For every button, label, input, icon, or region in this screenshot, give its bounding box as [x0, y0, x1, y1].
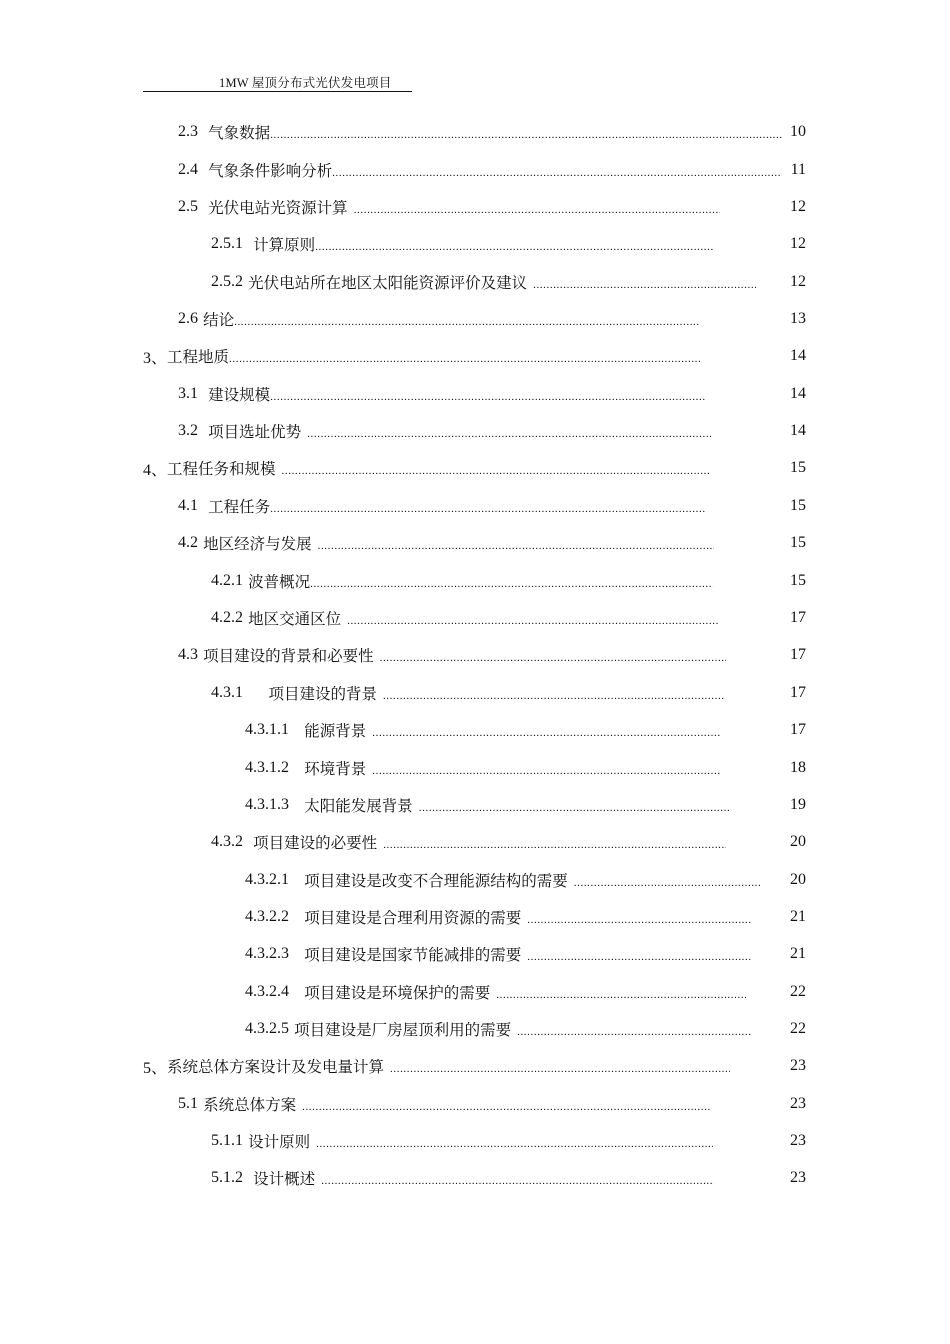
toc-entry-gap	[289, 983, 304, 1002]
toc-entry[interactable]	[211, 1129, 713, 1153]
toc-entry[interactable]	[245, 718, 721, 742]
toc-leader-dots	[527, 942, 752, 966]
toc-entry-number: 4.3.1	[211, 684, 243, 701]
toc-entry-title: 项目建设是环境保护的需要	[304, 984, 491, 1002]
toc-entry-page: 17	[790, 721, 806, 738]
toc-entry-page: 21	[790, 908, 806, 925]
toc-entry-page: 17	[790, 684, 806, 701]
toc-entry[interactable]	[211, 830, 726, 854]
toc-entry[interactable]	[178, 531, 714, 555]
toc-leader-dots	[372, 756, 721, 780]
toc-entry-number: 4.3	[178, 646, 198, 663]
toc-entry-page: 15	[790, 497, 806, 514]
toc-entry-title: 设计概述	[253, 1170, 316, 1188]
toc-entry-title: 环境背景	[304, 760, 367, 778]
toc-entry-number: 3.2	[178, 422, 198, 439]
toc-entry-title: 设计原则	[248, 1133, 311, 1151]
toc-entry-page: 17	[790, 609, 806, 626]
toc-entry-title: 波普概况	[248, 573, 311, 591]
toc-entry[interactable]	[211, 606, 719, 630]
toc-entry-page: 23	[790, 1169, 806, 1186]
toc-leader-dots	[315, 232, 714, 256]
toc-leader-dots	[321, 1166, 714, 1190]
toc-entry-title: 项目建设的背景	[268, 685, 377, 703]
toc-entry-number: 2.5	[178, 198, 198, 215]
toc-entry-gap	[198, 198, 208, 217]
toc-entry-number: 4.2.2	[211, 609, 243, 626]
toc-entry-gap	[198, 385, 208, 404]
toc-entry-number: 2.5.1	[211, 235, 243, 252]
toc-leader-dots	[318, 531, 714, 555]
toc-entry[interactable]	[211, 1166, 714, 1190]
toc-leader-dots	[234, 307, 700, 331]
toc-entry-gap	[289, 721, 304, 740]
toc-entry-number: 4.2	[178, 534, 198, 551]
toc-leader-dots	[302, 1092, 711, 1116]
toc-entry-number: 4.3.2.4	[245, 983, 289, 1000]
toc-entry-number: 4.3.1.3	[245, 796, 289, 813]
toc-entry[interactable]	[178, 419, 712, 443]
toc-leader-dots	[354, 195, 720, 219]
toc-entry-page: 11	[790, 161, 806, 178]
toc-entry-number: 5.1.1	[211, 1132, 243, 1149]
toc-entry[interactable]	[245, 793, 730, 817]
toc-entry-page: 14	[790, 422, 806, 439]
toc-entry-title: 工程任务	[208, 498, 271, 516]
toc-entry-number: 4.3.2	[211, 833, 243, 850]
toc-leader-dots	[270, 494, 706, 518]
toc-entry-page: 23	[790, 1057, 806, 1074]
toc-entry[interactable]	[245, 942, 752, 966]
toc-entry-page: 22	[790, 983, 806, 1000]
toc-entry-title: 项目建设是厂房屋顶利用的需要	[294, 1021, 512, 1039]
toc-entry-page: 14	[790, 385, 806, 402]
toc-entry-page: 21	[790, 945, 806, 962]
toc-entry-number: 2.5.2	[211, 273, 243, 290]
toc-entry-number: 3.1	[178, 385, 198, 402]
toc-entry-number: 2.6	[178, 310, 198, 327]
toc-entry-title: 项目建设是合理利用资源的需要	[304, 909, 522, 927]
toc-entry-page: 15	[790, 572, 806, 589]
toc-entry[interactable]	[245, 868, 761, 892]
toc-leader-dots	[383, 830, 726, 854]
toc-entry-number: 2.4	[178, 161, 198, 178]
toc-leader-dots	[517, 1017, 751, 1041]
toc-entry-title: 能源背景	[304, 722, 367, 740]
toc-entry-gap	[198, 123, 208, 142]
toc-entry-gap	[243, 1169, 253, 1188]
toc-entry-page: 13	[790, 310, 806, 327]
toc-entry-number: 4、	[143, 461, 168, 479]
toc-entry-gap	[198, 422, 208, 441]
toc-entry-page: 22	[790, 1020, 806, 1037]
toc-entry-title: 太阳能发展背景	[304, 797, 413, 815]
toc-entry-page: 12	[790, 198, 806, 215]
toc-entry[interactable]	[178, 1092, 711, 1116]
toc-entry-number: 4.3.1.1	[245, 721, 289, 738]
toc-entry[interactable]	[143, 456, 709, 480]
toc-entry-gap	[243, 684, 268, 703]
toc-entry-title: 工程地质	[167, 348, 230, 366]
toc-entry-number: 5.1	[178, 1095, 198, 1112]
toc-entry-title: 系统总体方案设计及发电量计算	[167, 1058, 385, 1076]
toc-entry-title: 气象条件影响分析	[208, 162, 333, 180]
toc-leader-dots	[347, 606, 719, 630]
toc-entry[interactable]	[211, 232, 714, 256]
toc-entry-page: 15	[790, 459, 806, 476]
toc-entry-gap	[289, 908, 304, 927]
toc-entry-title: 项目选址优势	[208, 423, 302, 441]
toc-entry-page: 19	[790, 796, 806, 813]
running-header: 1MW 屋顶分布式光伏发电项目	[219, 76, 392, 90]
toc-entry-number: 2.3	[178, 123, 198, 140]
toc-entry-page: 20	[790, 833, 806, 850]
toc-entry-page: 20	[790, 871, 806, 888]
toc-entry-page: 18	[790, 759, 806, 776]
toc-entry-title: 结论	[203, 311, 235, 329]
toc-entry-title: 光伏电站光资源计算	[208, 199, 348, 217]
toc-entry[interactable]	[178, 120, 782, 144]
toc-entry-title: 地区交通区位	[248, 610, 342, 628]
toc-entry-page: 10	[790, 123, 806, 140]
toc-entry[interactable]	[245, 980, 746, 1004]
toc-entry[interactable]	[211, 569, 713, 593]
toc-entry[interactable]	[178, 643, 726, 667]
toc-entry-page: 12	[790, 235, 806, 252]
toc-entry[interactable]	[245, 905, 752, 929]
toc-entry-number: 4.3.1.2	[245, 759, 289, 776]
toc-leader-dots	[282, 456, 709, 480]
toc-entry-page: 12	[790, 273, 806, 290]
toc-entry[interactable]	[143, 344, 700, 368]
toc-entry[interactable]	[245, 756, 721, 780]
toc-entry[interactable]	[178, 494, 706, 518]
toc-leader-dots	[229, 344, 700, 368]
toc-entry-gap	[243, 833, 253, 852]
toc-leader-dots	[380, 643, 726, 667]
toc-entry[interactable]	[143, 1054, 730, 1078]
toc-entry-gap	[198, 497, 208, 516]
toc-entry-title: 项目建设是国家节能减排的需要	[304, 946, 522, 964]
toc-entry-page: 14	[790, 347, 806, 364]
toc-entry[interactable]	[178, 382, 706, 406]
toc-entry-number: 3、	[143, 349, 168, 367]
toc-leader-dots	[533, 270, 756, 294]
toc-entry-number: 4.3.2.5	[245, 1020, 289, 1037]
toc-entry[interactable]	[211, 681, 724, 705]
toc-leader-dots	[496, 980, 746, 1004]
toc-entry-page: 15	[790, 534, 806, 551]
toc-entry-title: 项目建设的背景和必要性	[203, 647, 374, 665]
toc-entry-title: 工程任务和规模	[167, 460, 276, 478]
toc-entry-gap	[289, 796, 304, 815]
toc-entry-number: 4.1	[178, 497, 198, 514]
toc-entry-gap	[289, 759, 304, 778]
toc-entry[interactable]	[178, 307, 700, 331]
toc-entry-title: 地区经济与发展	[203, 535, 312, 553]
toc-entry-title: 光伏电站所在地区太阳能资源评价及建议	[248, 274, 528, 292]
toc-entry-number: 5.1.2	[211, 1169, 243, 1186]
toc-leader-dots	[316, 1129, 713, 1153]
toc-entry[interactable]	[178, 195, 720, 219]
toc-entry-page: 17	[790, 646, 806, 663]
toc-leader-dots	[527, 905, 752, 929]
toc-entry-title: 项目建设的必要性	[253, 834, 378, 852]
toc-entry[interactable]	[245, 1017, 751, 1041]
toc-entry-number: 4.3.2.2	[245, 908, 289, 925]
toc-entry-title: 建设规模	[208, 386, 271, 404]
toc-leader-dots	[270, 382, 706, 406]
toc-entry-page: 23	[790, 1132, 806, 1149]
toc-entry-gap	[289, 871, 304, 890]
toc-entry-number: 4.3.2.1	[245, 871, 289, 888]
toc-entry-page: 23	[790, 1095, 806, 1112]
toc-entry[interactable]	[178, 158, 782, 182]
toc-leader-dots	[419, 793, 730, 817]
toc-entry-title: 系统总体方案	[203, 1096, 297, 1114]
toc-leader-dots	[383, 681, 724, 705]
toc-entry-gap	[243, 235, 253, 254]
toc-entry-number: 5、	[143, 1059, 168, 1077]
toc-leader-dots	[372, 718, 721, 742]
toc-entry-gap	[289, 945, 304, 964]
toc-entry[interactable]	[211, 270, 756, 294]
toc-entry-title: 计算原则	[253, 236, 316, 254]
toc-leader-dots	[332, 158, 782, 182]
toc-entry-number: 4.2.1	[211, 572, 243, 589]
toc-entry-number: 4.3.2.3	[245, 945, 289, 962]
toc-leader-dots	[307, 419, 712, 443]
toc-entry-title: 项目建设是改变不合理能源结构的需要	[304, 872, 568, 890]
toc-leader-dots	[310, 569, 713, 593]
toc-leader-dots	[270, 120, 782, 144]
toc-leader-dots	[574, 868, 761, 892]
toc-entry-gap	[198, 161, 208, 180]
toc-leader-dots	[390, 1054, 730, 1078]
toc-entry-title: 气象数据	[208, 124, 271, 142]
